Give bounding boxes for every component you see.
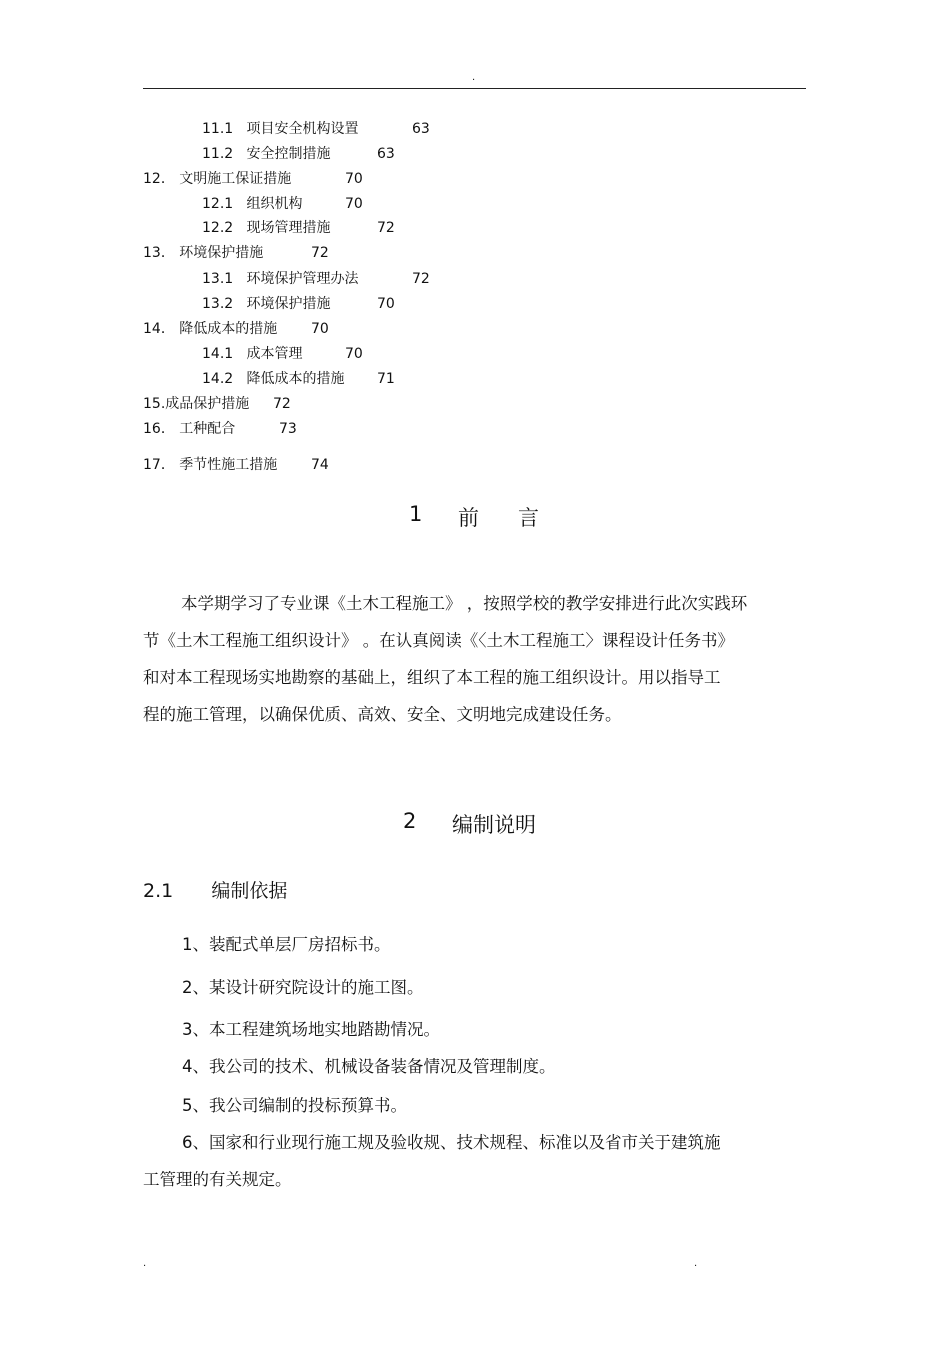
toc-entry	[202, 369, 345, 389]
toc-page: 72	[377, 220, 395, 236]
toc-num: 12．	[143, 171, 175, 187]
paragraph-line: 节《土木工程施工组织设计》 。在认真阅读《〈土木工程施工〉课程设计任务书》	[143, 631, 734, 650]
list-item: 4、我公司的技术、机械设备装备情况及管理制度。	[182, 1057, 556, 1076]
toc-entry	[202, 269, 359, 289]
toc-page: 73	[279, 421, 297, 437]
section-1-title-b: 言	[518, 506, 539, 530]
paragraph-line: 本学期学习了专业课《土木工程施工》 ，按照学校的教学安排进行此次实践环	[181, 594, 748, 613]
header-mark: .	[472, 72, 476, 83]
toc-title: 组织机构	[246, 196, 303, 212]
subsection-number: 2.1	[143, 880, 174, 902]
toc-entry	[143, 394, 249, 414]
toc-num: 16．	[143, 421, 175, 437]
toc-page: 63	[377, 146, 395, 162]
toc-num: 17．	[143, 457, 175, 473]
toc-num: 13．	[143, 245, 175, 261]
subsection-title: 编制依据	[211, 880, 288, 902]
toc-num: 11.1	[202, 121, 234, 137]
toc-title: 成品保护措施	[165, 396, 250, 412]
footer-left-mark: .	[143, 1258, 147, 1269]
toc-num: 15.	[143, 396, 166, 412]
toc-page: 70	[345, 346, 363, 362]
toc-page: 70	[345, 171, 363, 187]
toc-title: 季节性施工措施	[179, 457, 278, 473]
list-item: 2、某设计研究院设计的施工图。	[182, 978, 424, 997]
toc-page: 70	[377, 296, 395, 312]
footer-right-mark: .	[694, 1258, 698, 1269]
toc-title: 成本管理	[246, 346, 303, 362]
toc-page: 70	[345, 196, 363, 212]
toc-page: 72	[273, 396, 291, 412]
list-item: 6、国家和行业现行施工规及验收规、技术规程、标准以及省市关于建筑施	[182, 1133, 721, 1152]
section-1-heading	[0, 502, 950, 532]
toc-entry	[202, 194, 303, 214]
section-2-title: 编制说明	[452, 813, 536, 837]
toc-page: 74	[311, 457, 329, 473]
toc-page: 71	[377, 371, 395, 387]
toc-num: 14.2	[202, 371, 234, 387]
toc-title: 工种配合	[179, 421, 236, 437]
toc-entry	[143, 169, 291, 189]
toc-entry	[202, 218, 331, 238]
toc-title: 环境保护管理办法	[246, 271, 359, 287]
section-1-title-a: 前	[458, 506, 479, 530]
paragraph-line: 和对本工程现场实地勘察的基础上，组织了本工程的施工组织设计。用以指导工	[143, 668, 721, 687]
toc-title: 环境保护措施	[179, 245, 264, 261]
toc-num: 12.1	[202, 196, 234, 212]
toc-title: 降低成本的措施	[179, 321, 278, 337]
toc-page: 72	[412, 271, 430, 287]
toc-entry	[202, 119, 359, 139]
list-item-continuation: 工管理的有关规定。	[143, 1170, 292, 1189]
toc-num: 14．	[143, 321, 175, 337]
toc-entry	[202, 294, 331, 314]
section-2-number: 2	[403, 809, 417, 833]
paragraph-line: 程的施工管理，以确保优质、高效、安全、文明地完成建设任务。	[143, 705, 622, 724]
list-item: 5、我公司编制的投标预算书。	[182, 1096, 407, 1115]
subsection-2-1-heading	[143, 876, 287, 903]
toc-title: 安全控制措施	[246, 146, 331, 162]
toc-title: 降低成本的措施	[246, 371, 345, 387]
toc-title: 现场管理措施	[246, 220, 331, 236]
section-1-paragraph	[143, 585, 803, 733]
toc-num: 13.2	[202, 296, 234, 312]
section-2-heading	[0, 809, 950, 839]
toc-entry	[143, 455, 277, 475]
toc-num: 13.1	[202, 271, 234, 287]
toc-entry	[202, 344, 303, 364]
toc-num: 11.2	[202, 146, 234, 162]
toc-entry	[143, 319, 277, 339]
toc-entry	[143, 243, 263, 263]
toc-entry	[202, 144, 331, 164]
toc-page: 70	[311, 321, 329, 337]
toc-title: 环境保护措施	[246, 296, 331, 312]
toc-num: 12.2	[202, 220, 234, 236]
section-1-number: 1	[409, 502, 423, 526]
list-item: 3、本工程建筑场地实地踏勘情况。	[182, 1020, 440, 1039]
list-item: 1、装配式单层厂房招标书。	[182, 935, 391, 954]
toc-num: 14.1	[202, 346, 234, 362]
toc-title: 项目安全机构设置	[246, 121, 359, 137]
toc-entry	[143, 419, 235, 439]
toc-page: 63	[412, 121, 430, 137]
header-rule	[143, 88, 806, 89]
toc-page: 72	[311, 245, 329, 261]
toc-title: 文明施工保证措施	[179, 171, 292, 187]
